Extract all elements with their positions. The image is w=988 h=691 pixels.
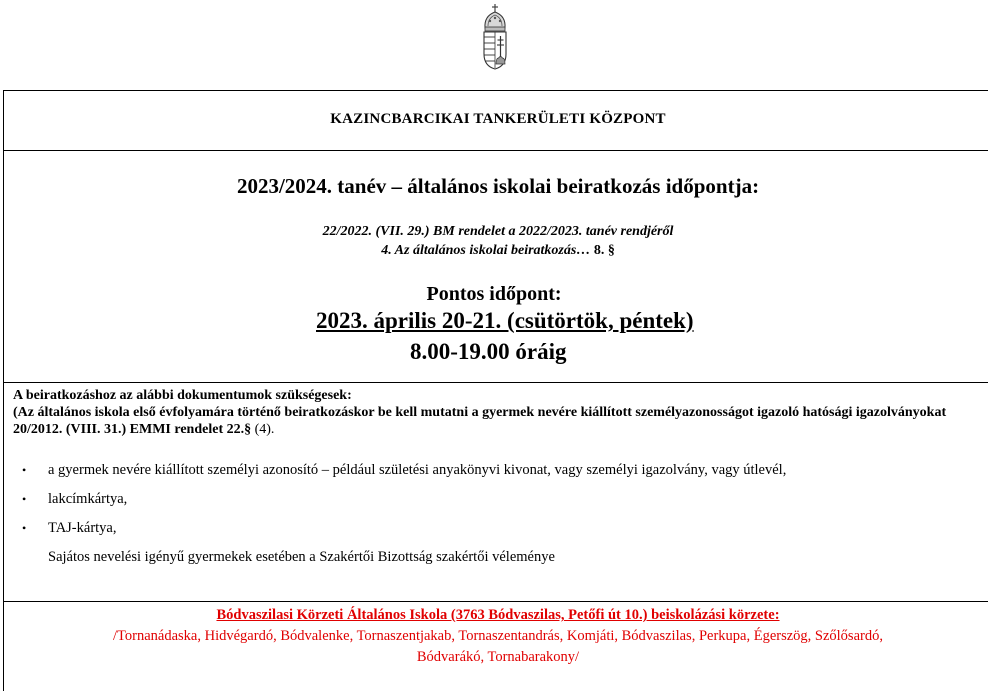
bullet-icon: • bbox=[22, 463, 27, 477]
documents-note-bold: (Az általános iskola első évfolyamára történő beiratkozáskor be kell mutatni a gyermek nevére kiállított személyazonosságot igazoló hatósági igazolványokat 20/2012. (VIII. 31.) EMMI rendelet 22.§ bbox=[13, 405, 947, 437]
list-item-text: TAJ-kártya, bbox=[48, 520, 117, 536]
divider bbox=[3, 601, 988, 602]
district-villages: Bódvarákó, Tornabarakony/ bbox=[416, 649, 580, 665]
list-item bbox=[22, 485, 972, 514]
documents-intro: A beiratkozáshoz az alábbi dokumentumok szükségesek: bbox=[13, 388, 352, 403]
district-villages: /Tornanádaska, Hidvégardó, Bódvalenke, Tornaszentjakab, Tornaszentandrás, Komjáti, Bódvaszilas, Perkupa, Égerszög, Szőlősardó, bbox=[113, 628, 883, 644]
list-item-text: a gyermek nevére kiállított személyi azonosító – például születési anyakönyvi kivonat, vagy személyi igazolvány, vagy útlevél, bbox=[48, 462, 787, 478]
bullet-icon: • bbox=[22, 521, 27, 535]
documents-section bbox=[13, 387, 973, 438]
organization-name: KAZINCBARCIKAI TANKERÜLETI KÖZPONT bbox=[330, 111, 666, 127]
regulation-line bbox=[3, 241, 988, 260]
divider bbox=[3, 382, 988, 383]
enrollment-hours: 8.00-19.00 óráig bbox=[410, 339, 567, 364]
schedule-label: Pontos időpont: bbox=[426, 283, 562, 305]
school-district bbox=[3, 605, 988, 668]
special-needs-note: Sajátos nevelési igényű gyermekek esetében a Szakértői Bizottság szakértői véleménye bbox=[48, 549, 555, 565]
bullet-icon: • bbox=[22, 492, 27, 506]
regulation-section: 4. Az általános iskolai beiratkozás… bbox=[381, 243, 591, 258]
list-item bbox=[22, 514, 972, 543]
hungarian-coat-of-arms-icon bbox=[480, 4, 510, 70]
regulation-line: 22/2022. (VII. 29.) BM rendelet a 2022/2023. tanév rendjéről bbox=[322, 224, 674, 239]
divider bbox=[3, 150, 988, 151]
page-title: 2023/2024. tanév – általános iskolai beiratkozás időpontja: bbox=[236, 174, 760, 198]
district-heading: Bódvaszilasi Körzeti Általános Iskola (3763 Bódvaszilas, Petőfi út 10.) beiskolázási körzete: bbox=[216, 607, 780, 623]
regulation-reference bbox=[3, 222, 988, 260]
documents-note-ref: (4). bbox=[251, 422, 275, 437]
list-item-text: lakcímkártya, bbox=[48, 491, 128, 507]
regulation-paragraph: 8. § bbox=[590, 243, 615, 258]
enrollment-date: 2023. április 20-21. (csütörtök, péntek) bbox=[316, 308, 694, 333]
documents-note bbox=[13, 404, 973, 438]
list-item bbox=[22, 456, 972, 485]
documents-list bbox=[22, 456, 972, 543]
